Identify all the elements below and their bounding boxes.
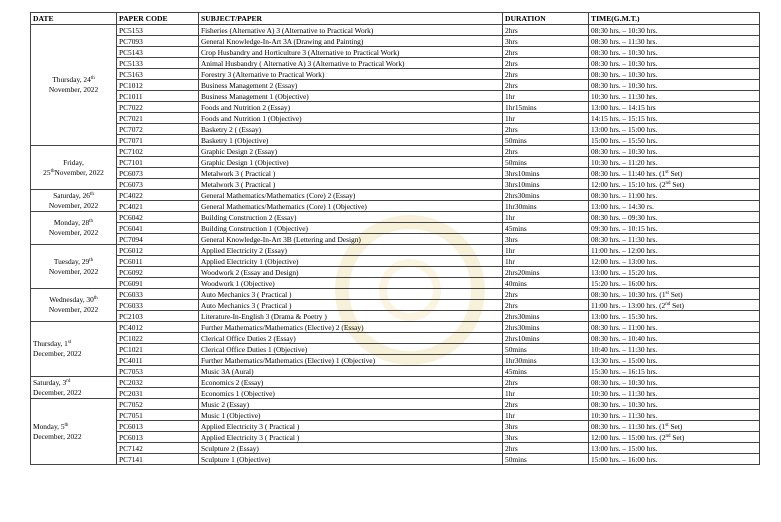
time-cell xyxy=(589,399,760,410)
time-cell xyxy=(589,91,760,102)
date-weekday: Monday, 28 xyxy=(53,218,90,227)
time-cell xyxy=(589,69,760,80)
time-cell xyxy=(589,421,760,432)
table-row xyxy=(31,168,760,179)
time-cell xyxy=(589,201,760,212)
subject-cell: Graphic Design 1 (Objective) xyxy=(199,157,503,168)
time-range: 10:30 hrs. – 11:30 hrs. xyxy=(591,410,658,420)
subject-cell: Woodwork 1 (Objective) xyxy=(199,278,503,289)
date-weekday: Saturday, 3 xyxy=(33,377,67,387)
time-cell xyxy=(589,333,760,344)
paper-code-cell: PC5143 xyxy=(117,47,199,58)
paper-code-cell: PC7072 xyxy=(117,124,199,135)
table-row xyxy=(31,267,760,278)
time-range: 15:20 hrs. – 16:00 hrs. xyxy=(591,278,658,288)
subject-cell: Basketry 2 ( (Essay) xyxy=(199,124,503,135)
date-day: 25 xyxy=(43,167,51,177)
time-range: 15:00 hrs. – 16:00 hrs. xyxy=(591,454,658,464)
duration-cell: 1hr xyxy=(503,388,589,399)
paper-code-cell: PC6033 xyxy=(117,300,199,311)
time-range: 08:30 hrs. – 10:30 hrs. xyxy=(591,377,658,387)
time-range: 15:30 hrs. – 16:15 hrs. xyxy=(591,366,658,376)
time-cell xyxy=(589,47,760,58)
time-cell xyxy=(589,157,760,168)
subject-cell: General Knowledge-In-Art 3B (Lettering and Design) xyxy=(199,234,503,245)
time-range: 13:00 hrs. – 15:00 hrs. xyxy=(591,124,658,134)
paper-code-cell: PC7101 xyxy=(117,157,199,168)
duration-cell: 1hr xyxy=(503,91,589,102)
duration-cell: 2hrs xyxy=(503,58,589,69)
table-row xyxy=(31,432,760,443)
paper-code-cell: PC1022 xyxy=(117,333,199,344)
time-range: 08:30 hrs. – 10:30 hrs. xyxy=(591,80,658,90)
subject-cell: Metalwork 3 ( Practical ) xyxy=(199,179,503,190)
date-month-year: November, 2022 xyxy=(54,167,104,177)
table-row xyxy=(31,146,760,157)
header-paper-code: PAPER CODE xyxy=(117,13,199,25)
date-month-year: November, 2022 xyxy=(48,305,99,314)
table-row xyxy=(31,190,760,201)
date-cell xyxy=(31,146,117,190)
duration-cell: 40mins xyxy=(503,278,589,289)
time-cell xyxy=(589,289,760,300)
date-weekday: Tuesday, 29 xyxy=(53,256,90,266)
set-ordinal: nd xyxy=(665,180,671,186)
date-weekday: Monday, 5 xyxy=(33,421,65,431)
subject-cell: Woodwork 2 (Essay and Design) xyxy=(199,267,503,278)
time-range: 08:30 hrs. – 10:30 hrs. xyxy=(591,146,658,156)
paper-code-cell: PC5153 xyxy=(117,25,199,36)
date-weekday: Friday, xyxy=(63,157,84,167)
table-row xyxy=(31,256,760,267)
subject-cell: Basketry 1 (Objective) xyxy=(199,135,503,146)
subject-cell: Economics 1 (Objective) xyxy=(199,388,503,399)
date-cell xyxy=(31,212,117,245)
duration-cell: 2hrs xyxy=(503,377,589,388)
date-cell xyxy=(31,289,117,322)
duration-cell: 2hrs30mins xyxy=(503,311,589,322)
subject-cell: Building Construction 1 (Objective) xyxy=(199,223,503,234)
paper-code-cell: PC6091 xyxy=(117,278,199,289)
paper-code-cell: PC6073 xyxy=(117,179,199,190)
paper-code-cell: PC6092 xyxy=(117,267,199,278)
time-cell xyxy=(589,344,760,355)
time-cell xyxy=(589,245,760,256)
duration-cell: 3hrs xyxy=(503,36,589,47)
date-cell xyxy=(31,322,117,377)
paper-code-cell: PC1012 xyxy=(117,80,199,91)
subject-cell: Further Mathematics/Mathematics (Elective) 2 (Essay) xyxy=(199,322,503,333)
table-row xyxy=(31,322,760,333)
date-suffix: th xyxy=(89,219,94,224)
time-cell xyxy=(589,25,760,36)
subject-cell: Foods and Nutrition 1 (Objective) xyxy=(199,113,503,124)
duration-cell: 2hrs xyxy=(503,399,589,410)
date-weekday: Thursday, 1 xyxy=(33,339,68,348)
set-ordinal: nd xyxy=(665,301,671,307)
duration-cell: 1hr xyxy=(503,113,589,124)
set-ordinal: st xyxy=(665,290,669,296)
timetable-body xyxy=(31,25,760,465)
duration-cell: 2hrs xyxy=(503,300,589,311)
subject-cell: Applied Electricity 3 ( Practical ) xyxy=(199,432,503,443)
paper-code-cell: PC6042 xyxy=(117,212,199,223)
paper-code-cell: PC2103 xyxy=(117,311,199,322)
set-label: Set) xyxy=(668,168,683,178)
set-label: Set) xyxy=(668,289,683,299)
time-cell xyxy=(589,410,760,421)
subject-cell: Building Construction 2 (Essay) xyxy=(199,212,503,223)
date-cell xyxy=(31,245,117,289)
duration-cell: 50mins xyxy=(503,157,589,168)
time-cell xyxy=(589,234,760,245)
subject-cell: Animal Husbandry ( Alternative A) 3 (Alternative to Practical Work) xyxy=(199,58,503,69)
subject-cell: Foods and Nutrition 2 (Essay) xyxy=(199,102,503,113)
date-suffix: th xyxy=(93,296,98,301)
table-row xyxy=(31,212,760,223)
table-row xyxy=(31,179,760,190)
time-cell xyxy=(589,322,760,333)
time-range: 10:30 hrs. – 11:30 hrs. xyxy=(591,91,658,101)
time-range: 13:00 hrs. – 15:00 hrs. xyxy=(591,443,658,453)
time-cell xyxy=(589,267,760,278)
duration-cell: 3hrs10mins xyxy=(503,179,589,190)
date-month-year: December, 2022 xyxy=(33,387,82,397)
table-row xyxy=(31,113,760,124)
subject-cell: General Mathematics/Mathematics (Core) 1 (Objective) xyxy=(199,201,503,212)
duration-cell: 3hrs10mins xyxy=(503,168,589,179)
time-range: 13:00 hrs. – 15:20 hrs. xyxy=(591,267,658,277)
time-cell xyxy=(589,124,760,135)
paper-code-cell: PC6013 xyxy=(117,421,199,432)
time-cell xyxy=(589,168,760,179)
time-range: 13:00 hrs. – 14:15 hrs xyxy=(591,102,656,112)
date-month-year: November, 2022 xyxy=(48,228,99,237)
duration-cell: 45mins xyxy=(503,366,589,377)
subject-cell: Sculpture 1 (Objective) xyxy=(199,454,503,465)
subject-cell: Sculpture 2 (Essay) xyxy=(199,443,503,454)
subject-cell: Applied Electricity 1 (Objective) xyxy=(199,256,503,267)
time-range: 11:00 hrs. – 12:00 hrs. xyxy=(591,245,658,255)
paper-code-cell: PC1021 xyxy=(117,344,199,355)
duration-cell: 2hrs xyxy=(503,69,589,80)
table-row xyxy=(31,410,760,421)
paper-code-cell: PC5133 xyxy=(117,58,199,69)
subject-cell: General Knowledge-In-Art 3A (Drawing and Painting) xyxy=(199,36,503,47)
subject-cell: Crop Husbandry and Horticulture 3 (Alternative to Practical Work) xyxy=(199,47,503,58)
time-range: 10:30 hrs. – 11:30 hrs. xyxy=(591,388,658,398)
paper-code-cell: PC2031 xyxy=(117,388,199,399)
duration-cell: 3hrs xyxy=(503,432,589,443)
time-cell xyxy=(589,179,760,190)
table-row xyxy=(31,388,760,399)
subject-cell: Economics 2 (Essay) xyxy=(199,377,503,388)
table-row xyxy=(31,157,760,168)
time-cell xyxy=(589,36,760,47)
subject-cell: Literature-In-English 3 (Drama & Poetry ) xyxy=(199,311,503,322)
paper-code-cell: PC4012 xyxy=(117,322,199,333)
duration-cell: 1hr xyxy=(503,212,589,223)
time-cell xyxy=(589,388,760,399)
paper-code-cell: PC6041 xyxy=(117,223,199,234)
table-row xyxy=(31,245,760,256)
table-row xyxy=(31,454,760,465)
date-suffix: st xyxy=(67,340,72,345)
subject-cell: Applied Electricity 3 ( Practical ) xyxy=(199,421,503,432)
paper-code-cell: PC7021 xyxy=(117,113,199,124)
date-cell xyxy=(31,25,117,146)
subject-cell: Metalwork 3 ( Practical ) xyxy=(199,168,503,179)
subject-cell: General Mathematics/Mathematics (Core) 2 (Essay) xyxy=(199,190,503,201)
header-duration: DURATION xyxy=(503,13,589,25)
time-range: 08:30 hrs. – 11:40 hrs. (1 xyxy=(591,168,666,178)
duration-cell: 50mins xyxy=(503,344,589,355)
time-range: 08:30 hrs. – 10:30 hrs. xyxy=(591,69,658,79)
time-cell xyxy=(589,355,760,366)
paper-code-cell: PC2032 xyxy=(117,377,199,388)
time-cell xyxy=(589,146,760,157)
time-range: 11:00 hrs. – 13:00 hrs. (2 xyxy=(591,300,666,310)
table-row xyxy=(31,124,760,135)
date-cell xyxy=(31,377,117,399)
paper-code-cell: PC6011 xyxy=(117,256,199,267)
paper-code-cell: PC6013 xyxy=(117,432,199,443)
duration-cell: 1hr xyxy=(503,256,589,267)
table-row xyxy=(31,421,760,432)
table-row xyxy=(31,366,760,377)
header-time: TIME(G.M.T.) xyxy=(589,13,760,25)
paper-code-cell: PC7022 xyxy=(117,102,199,113)
duration-cell: 1hr15mins xyxy=(503,102,589,113)
time-range: 08:30 hrs. – 09:30 hrs. xyxy=(591,212,658,222)
date-weekday: Saturday, 26 xyxy=(53,190,90,200)
paper-code-cell: PC5163 xyxy=(117,69,199,80)
time-cell xyxy=(589,113,760,124)
set-label: Set) xyxy=(670,179,685,189)
set-ordinal: st xyxy=(665,422,669,428)
date-month-year: November, 2022 xyxy=(48,200,99,210)
paper-code-cell: PC4022 xyxy=(117,190,199,201)
subject-cell: Business Management 1 (Objective) xyxy=(199,91,503,102)
date-cell xyxy=(31,399,117,465)
subject-cell: Clerical Office Duties 2 (Essay) xyxy=(199,333,503,344)
table-row xyxy=(31,377,760,388)
subject-cell: Music 3A (Aural) xyxy=(199,366,503,377)
table-row xyxy=(31,399,760,410)
date-weekday: Wednesday, 30 xyxy=(49,295,94,304)
duration-cell: 2hrs20mins xyxy=(503,267,589,278)
table-row xyxy=(31,289,760,300)
duration-cell: 50mins xyxy=(503,454,589,465)
table-row xyxy=(31,80,760,91)
duration-cell: 50mins xyxy=(503,135,589,146)
time-cell xyxy=(589,212,760,223)
time-cell xyxy=(589,311,760,322)
table-row xyxy=(31,234,760,245)
set-label: Set) xyxy=(668,421,683,431)
time-range: 08:30 hrs. – 11:00 hrs. xyxy=(591,190,658,200)
set-ordinal: st xyxy=(665,169,669,175)
paper-code-cell: PC7094 xyxy=(117,234,199,245)
duration-cell: 2hrs xyxy=(503,146,589,157)
duration-cell: 2hrs xyxy=(503,25,589,36)
duration-cell: 2hrs30mins xyxy=(503,190,589,201)
table-row xyxy=(31,300,760,311)
date-suffix: th xyxy=(50,168,55,174)
time-range: 08:30 hrs. – 11:30 hrs. xyxy=(591,234,658,244)
subject-cell: Business Management 2 (Essay) xyxy=(199,80,503,91)
paper-code-cell: PC7141 xyxy=(117,454,199,465)
set-label: Set) xyxy=(670,432,685,442)
duration-cell: 2hrs10mins xyxy=(503,333,589,344)
paper-code-cell: PC7093 xyxy=(117,36,199,47)
table-row xyxy=(31,344,760,355)
subject-cell: Clerical Office Duties 1 (Objective) xyxy=(199,344,503,355)
time-range: 08:30 hrs. – 11:30 hrs. (1 xyxy=(591,421,666,431)
time-range: 15:00 hrs. – 15:50 hrs. xyxy=(591,135,658,145)
time-range: 08:30 hrs. – 10:30 hrs. (1 xyxy=(591,289,666,299)
duration-cell: 3hrs xyxy=(503,234,589,245)
duration-cell: 1hr30mins xyxy=(503,201,589,212)
subject-cell: Fisheries (Alternative A) 3 (Alternative to Practical Work) xyxy=(199,25,503,36)
date-suffix: rd xyxy=(66,378,71,384)
subject-cell: Music 2 (Essay) xyxy=(199,399,503,410)
time-range: 12:00 hrs. – 15:10 hrs. (2 xyxy=(591,179,666,189)
paper-code-cell: PC7051 xyxy=(117,410,199,421)
time-cell xyxy=(589,135,760,146)
duration-cell: 1hr xyxy=(503,410,589,421)
paper-code-cell: PC4021 xyxy=(117,201,199,212)
time-cell xyxy=(589,80,760,91)
subject-cell: Forestry 3 (Alternative to Practical Work) xyxy=(199,69,503,80)
table-row xyxy=(31,47,760,58)
table-row xyxy=(31,333,760,344)
set-ordinal: nd xyxy=(665,433,671,439)
time-range: 08:30 hrs. – 10:30 hrs. xyxy=(591,399,658,409)
paper-code-cell: PC7102 xyxy=(117,146,199,157)
table-row xyxy=(31,25,760,36)
date-cell xyxy=(31,190,117,212)
subject-cell: Graphic Design 2 (Essay) xyxy=(199,146,503,157)
duration-cell: 2hrs30mins xyxy=(503,322,589,333)
duration-cell: 2hrs xyxy=(503,289,589,300)
time-range: 08:30 hrs. – 11:00 hrs. xyxy=(591,322,658,332)
time-range: 13:00 hrs. – 15:30 hrs. xyxy=(591,311,658,321)
time-range: 13:30 hrs. – 15:00 hrs. xyxy=(591,355,658,365)
paper-code-cell: PC4011 xyxy=(117,355,199,366)
date-suffix: th xyxy=(90,191,94,197)
paper-code-cell: PC7052 xyxy=(117,399,199,410)
time-range: 09:30 hrs. – 10:15 hrs. xyxy=(591,223,658,233)
paper-code-cell: PC7142 xyxy=(117,443,199,454)
time-cell xyxy=(589,366,760,377)
paper-code-cell: PC6012 xyxy=(117,245,199,256)
paper-code-cell: PC7053 xyxy=(117,366,199,377)
time-range: 12:00 hrs. – 13:00 hrs. xyxy=(591,256,658,266)
table-row xyxy=(31,102,760,113)
time-cell xyxy=(589,256,760,267)
duration-cell: 1hr xyxy=(503,245,589,256)
time-cell xyxy=(589,223,760,234)
date-suffix: th xyxy=(89,257,94,263)
time-cell xyxy=(589,377,760,388)
time-cell xyxy=(589,58,760,69)
table-row xyxy=(31,278,760,289)
paper-code-cell: PC7071 xyxy=(117,135,199,146)
subject-cell: Auto Mechanics 3 ( Practical ) xyxy=(199,300,503,311)
table-row xyxy=(31,91,760,102)
table-row xyxy=(31,355,760,366)
time-range: 08:30 hrs. – 10:30 hrs. xyxy=(591,58,658,68)
time-cell xyxy=(589,190,760,201)
exam-timetable xyxy=(30,12,760,465)
subject-cell: Auto Mechanics 3 ( Practical ) xyxy=(199,289,503,300)
time-range: 10:30 hrs. – 11:20 hrs. xyxy=(591,157,658,167)
date-month-year: December, 2022 xyxy=(33,349,82,358)
table-row xyxy=(31,223,760,234)
time-cell xyxy=(589,278,760,289)
time-range: 08:30 hrs. – 10:30 hrs. xyxy=(591,47,658,57)
time-cell xyxy=(589,443,760,454)
time-cell xyxy=(589,432,760,443)
duration-cell: 2hrs xyxy=(503,80,589,91)
time-range: 08:30 hrs. – 10:30 hrs. xyxy=(591,25,658,35)
time-cell xyxy=(589,454,760,465)
time-cell xyxy=(589,300,760,311)
time-range: 10:40 hrs. – 11:30 hrs. xyxy=(591,344,658,354)
subject-cell: Applied Electricity 2 (Essay) xyxy=(199,245,503,256)
date-month-year: November, 2022 xyxy=(48,85,99,94)
paper-code-cell: PC1011 xyxy=(117,91,199,102)
date-suffix: th xyxy=(64,422,69,428)
date-weekday: Thursday, 24 xyxy=(52,75,91,84)
subject-cell: Further Mathematics/Mathematics (Elective) 1 (Objective) xyxy=(199,355,503,366)
duration-cell: 2hrs xyxy=(503,124,589,135)
duration-cell: 3hrs xyxy=(503,421,589,432)
time-cell xyxy=(589,102,760,113)
table-row xyxy=(31,69,760,80)
time-range: 12:00 hrs. – 15:00 hrs. (2 xyxy=(591,432,666,442)
table-row xyxy=(31,36,760,47)
header-date: DATE xyxy=(31,13,117,25)
date-suffix: th xyxy=(90,76,95,81)
table-row xyxy=(31,311,760,322)
time-range: 14:15 hrs. – 15:15 hrs. xyxy=(591,113,658,123)
date-month-year: November, 2022 xyxy=(48,266,99,276)
table-row xyxy=(31,58,760,69)
time-range: 08:30 hrs. – 11:30 hrs. xyxy=(591,36,658,46)
header-row xyxy=(31,13,760,25)
table-row xyxy=(31,201,760,212)
time-range: 13:00 hrs. – 14:30 rs. xyxy=(591,201,654,211)
header-subject: SUBJECT/PAPER xyxy=(199,13,503,25)
subject-cell: Music 1 (Objective) xyxy=(199,410,503,421)
duration-cell: 2hrs xyxy=(503,47,589,58)
time-range: 08:30 hrs. – 10:40 hrs. xyxy=(591,333,658,343)
paper-code-cell: PC6033 xyxy=(117,289,199,300)
table-row xyxy=(31,135,760,146)
set-label: Set) xyxy=(670,300,685,310)
date-month-year: December, 2022 xyxy=(33,431,82,441)
duration-cell: 45mins xyxy=(503,223,589,234)
duration-cell: 1hr30mins xyxy=(503,355,589,366)
table-row xyxy=(31,443,760,454)
duration-cell: 2hrs xyxy=(503,443,589,454)
paper-code-cell: PC6073 xyxy=(117,168,199,179)
